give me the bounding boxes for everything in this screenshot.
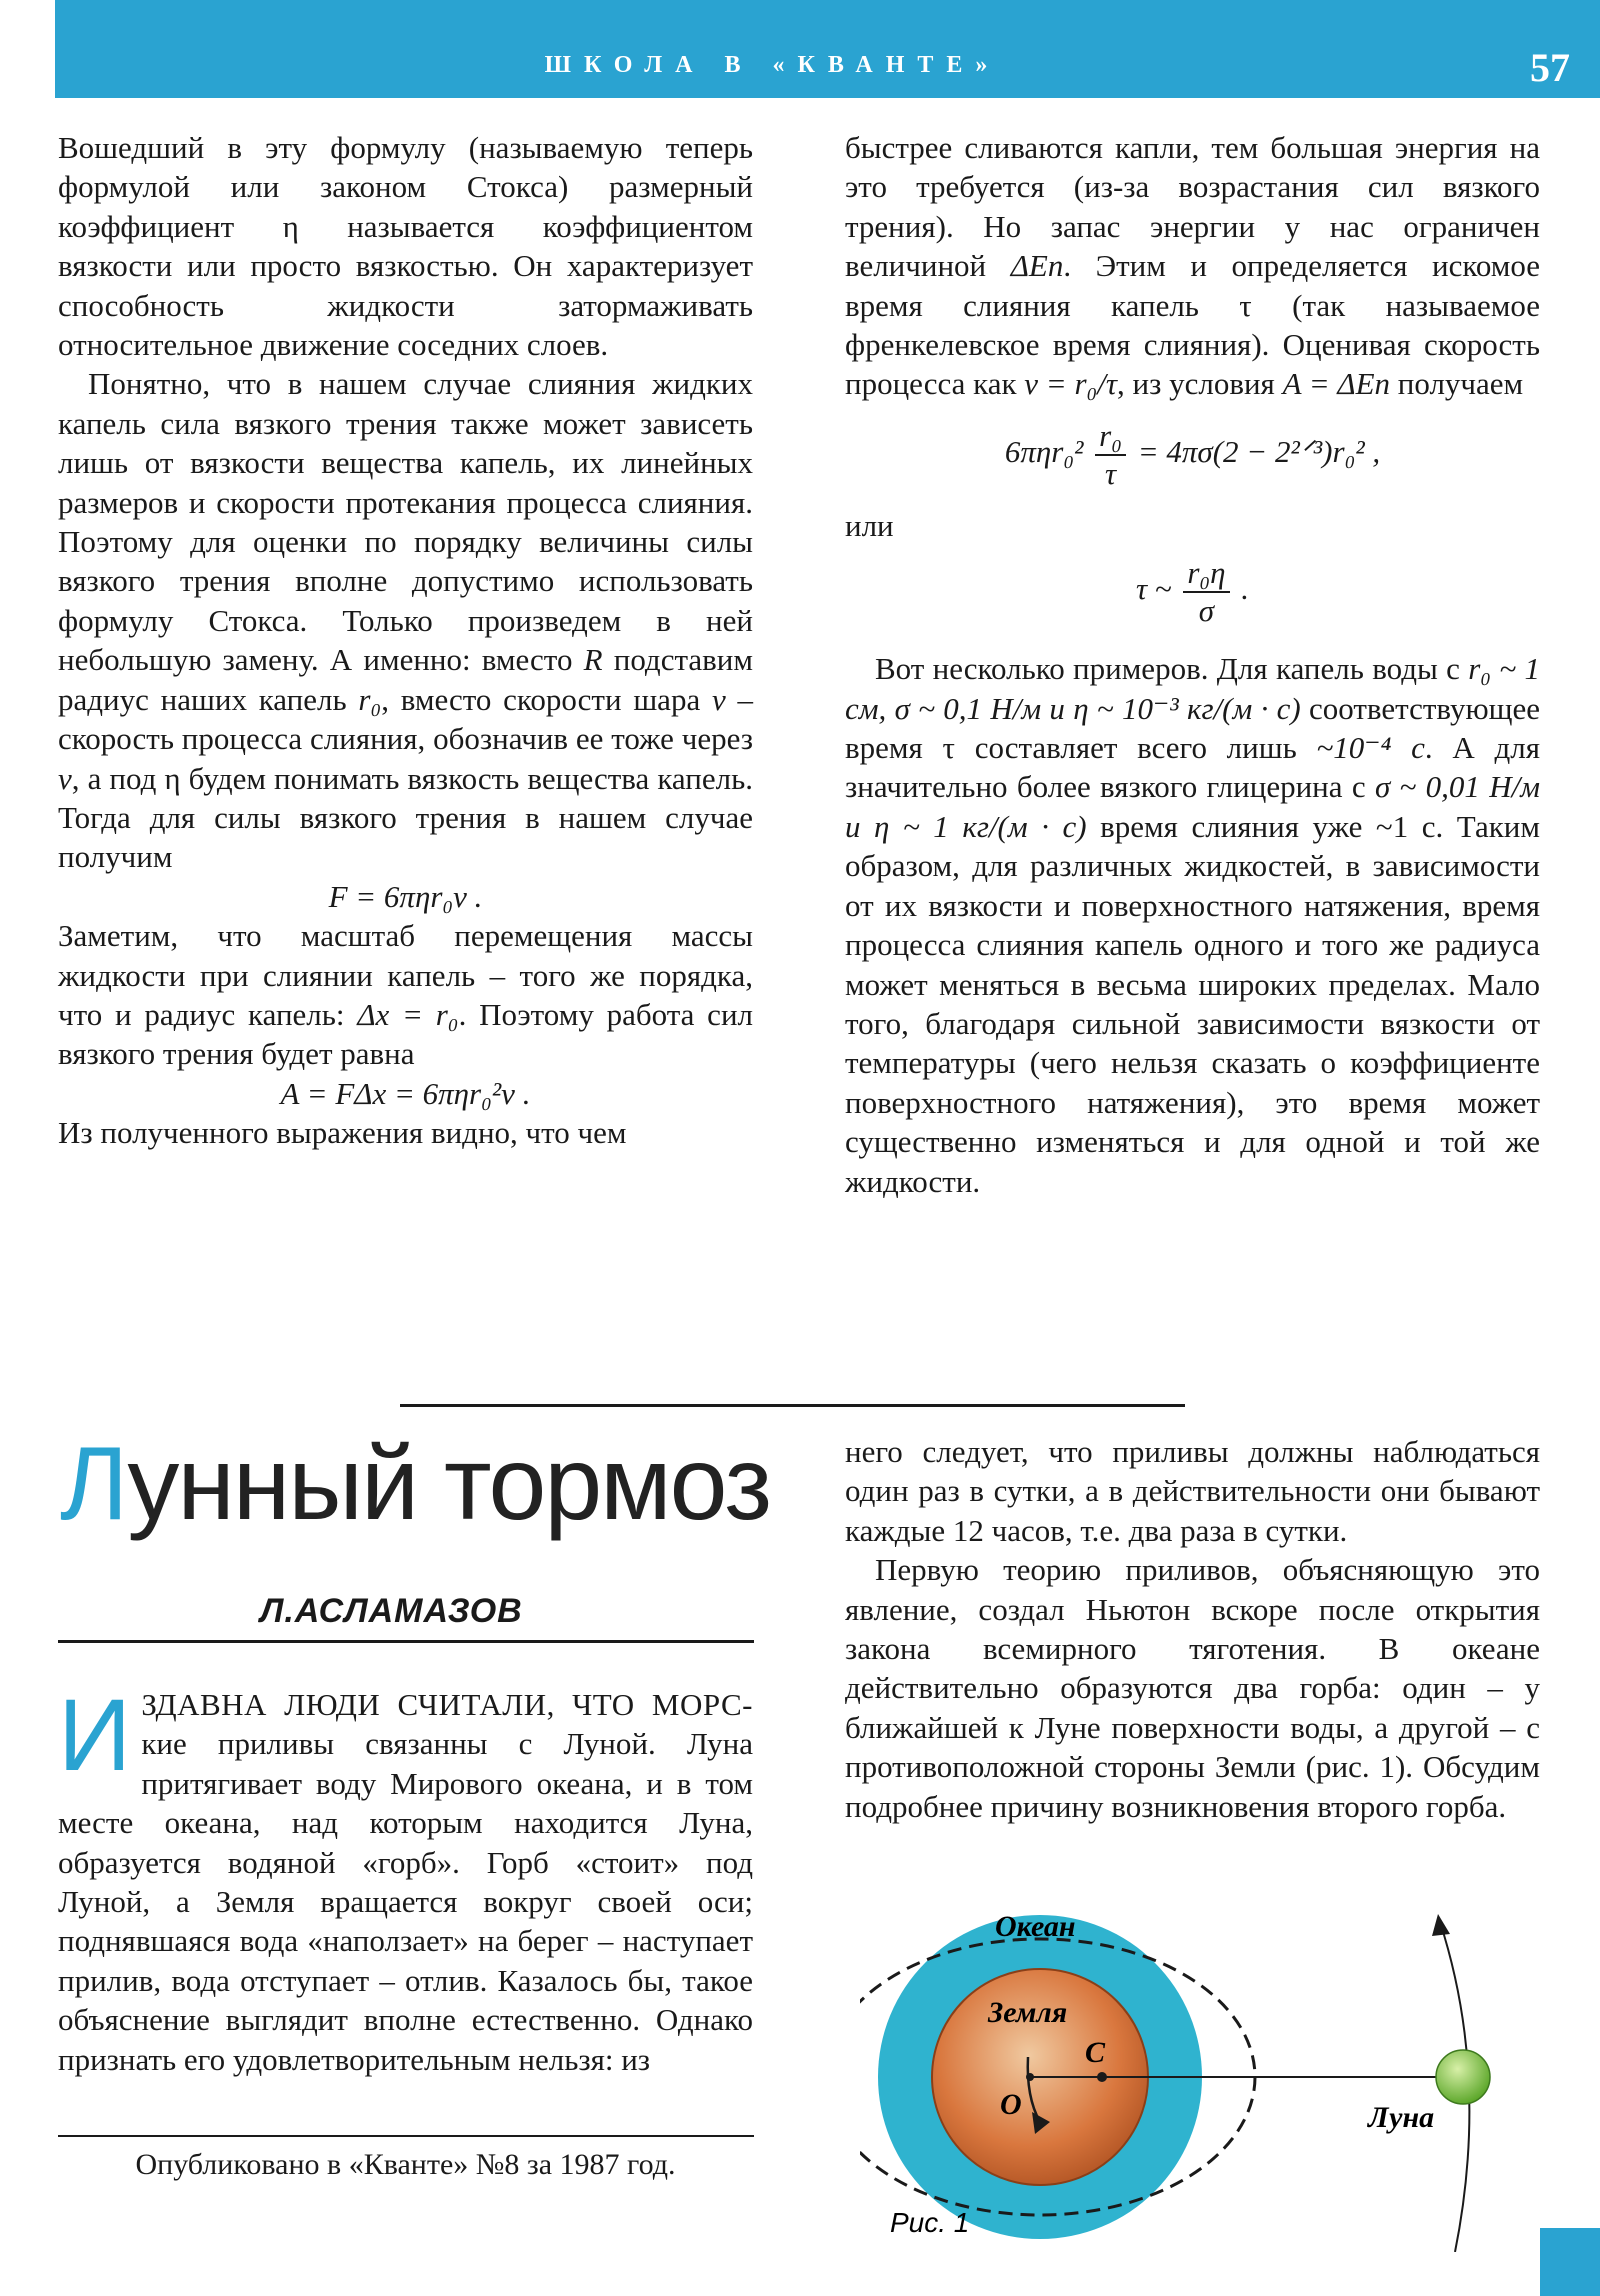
paragraph: Из полученного выражения видно, что чем xyxy=(58,1115,627,1151)
tides-diagram xyxy=(860,1912,1540,2252)
formula-work: A = FΔx = 6πηr₀²v . xyxy=(280,1075,531,1111)
author-rule xyxy=(58,1640,754,1643)
figure-tides xyxy=(860,1912,1540,2252)
publication-note: Опубликовано в «Кванте» №8 за 1987 год. xyxy=(135,2148,676,2181)
fraction: $\frac{\text{r₀}}{\tau}$ xyxy=(1095,418,1126,492)
formula-time: τ ~ $\frac{\text{r₀η}}{\sigma}$ . xyxy=(1135,555,1250,629)
page-number: 57 xyxy=(1530,45,1570,90)
paragraph: Вошедший в эту формулу (называемую теперь формулой или законом Стокса) размерный коэффициент η называется коэффициентом вязкости или просто вязкостью. Он характеризует способность жидкости затормаживать относительное движение соседних слоев. xyxy=(58,130,753,363)
section-divider xyxy=(400,1404,1185,1407)
author-name: Л.АСЛАМАЗОВ xyxy=(260,1592,523,1630)
column-left-top xyxy=(58,128,753,1153)
formula-stokes-force: F = 6πηr₀v . xyxy=(328,878,483,914)
orbit-arrowhead xyxy=(1432,1914,1450,1936)
paragraph: быстрее сливаются капли, тем большая энергия на это требуется (из-за возрастания сил вязкого трения). Но запас энергии у нас ограничен величиной ΔEп. Этим и определяется искомое время слияния капель τ (так называемое френкелевское время слияния). Оценивая скорость процесса как v = r₀/τ, из условия A = ΔEп получаем xyxy=(845,130,1541,402)
paragraph: Понятно, что в нашем случае слияния жидких капель сила вязкого трения также может зависеть лишь от вязкости вещества капель, их линейных размеров и скорости протекания процесса слияния. Поэтому для оценки по порядку величины силы вязкого трения вполне допустимо использовать формулу Стокса. Только произведем в ней небольшую замену. А именно: вместо R подставим радиус наших капель r₀, вместо скорости шара v – скорость процесса слияния, обозначив ее тоже через v, а под η будем понимать вязкость вещества капель. Тогда для силы вязкого трения в нашем случае получим xyxy=(58,366,754,875)
paragraph: Заметим, что масштаб перемещения массы жидкости при слиянии капель – того же порядка, что и радиус капель: Δx = r₀. Поэтому работа сил вязкого трения будет равна xyxy=(58,918,754,1072)
center-c xyxy=(1097,2072,1107,2082)
fraction: $\frac{\text{r₀η}}{\sigma}$ xyxy=(1183,555,1229,629)
label-earth: Земля xyxy=(988,1996,1068,2029)
drop-cap: И xyxy=(58,1678,132,1792)
article-body-right xyxy=(845,1432,1540,1826)
paragraph: него следует, что приливы должны наблюдаться один раз в сутки, а в действительности они бывают каждые 12 часов, т.е. два раза в сутки. xyxy=(845,1434,1540,1548)
header-bar xyxy=(55,0,1600,98)
formula-energy-balance: 6πηr₀² $\frac{\text{r₀}}{\tau}$ = 4πσ(2 − 2²ᐟ³)r₀² , xyxy=(1004,417,1381,491)
article-title: Лунный тормоз xyxy=(60,1426,771,1542)
figure-caption: Рис. 1 xyxy=(890,2207,970,2238)
connector-text: или xyxy=(845,507,894,543)
paragraph: Первую теорию приливов, объясняющую это явление, создал Ньютон вскоре после открытия закона всемирного тяготения. В океане действительно образуются два горба: один – у ближайшей к Луне поверхности воды, а другой – с противоположной стороны Земли (рис. 1). Обсудим подробнее причину возникновения второго горба. xyxy=(845,1552,1540,1824)
article-body-left xyxy=(58,1678,753,2079)
running-header: ШКОЛА В «КВАНТЕ» xyxy=(544,52,1001,78)
paragraph: ИЗДАВНА ЛЮДИ СЧИТАЛИ, ЧТО МОРС- кие приливы связанны с Луной. Луна притягивает воду Мирового океана, и в том месте океана, над которым находится Луна, образуется водяной «горб». Горб «стоит» под Луной, а Земля вращается вокруг своей оси; поднявшаяся вода «наползает» на берег – наступает прилив, вода отступает – отлив. Казалось бы, такое объяснение выглядит вполне естественно. Однако признать его удовлетворительным нельзя: из xyxy=(58,1678,753,2077)
footnote-rule xyxy=(58,2135,754,2137)
moon-circle xyxy=(1436,2050,1490,2104)
paragraph: Вот несколько примеров. Для капель воды с r₀ ~ 1 см, σ ~ 0,1 Н/м и η ~ 10⁻³ кг/(м · с) соответствующее время τ составляет всего лишь ~10⁻⁴ с. А для значительно более вязкого глицерина с σ ~ 0,01 Н/м и η ~ 1 кг/(м · с) время слияния уже ~1 с. Таким образом, для различных жидкостей, в зависимости от их вязкости и поверхностного натяжения, время процесса слияния капель одного и того же радиуса может меняться в весьма широких пределах. Мало того, благодаря сильной зависимости вязкости от температуры (чего нельзя сказать о коэффициенте поверхностного натяжения), это время может существенно изменяться и для одной и той же жидкости. xyxy=(845,651,1541,1199)
label-ocean: Океан xyxy=(995,1912,1076,1943)
label-moon: Луна xyxy=(1368,2101,1435,2134)
lead-in: ЗДАВНА ЛЮДИ СЧИТАЛИ, ЧТО МОРС- xyxy=(141,1687,753,1722)
corner-tab xyxy=(1540,2228,1600,2296)
column-right-top xyxy=(845,128,1540,1201)
label-c: C xyxy=(1085,2036,1106,2069)
label-o: O xyxy=(1000,2088,1022,2121)
